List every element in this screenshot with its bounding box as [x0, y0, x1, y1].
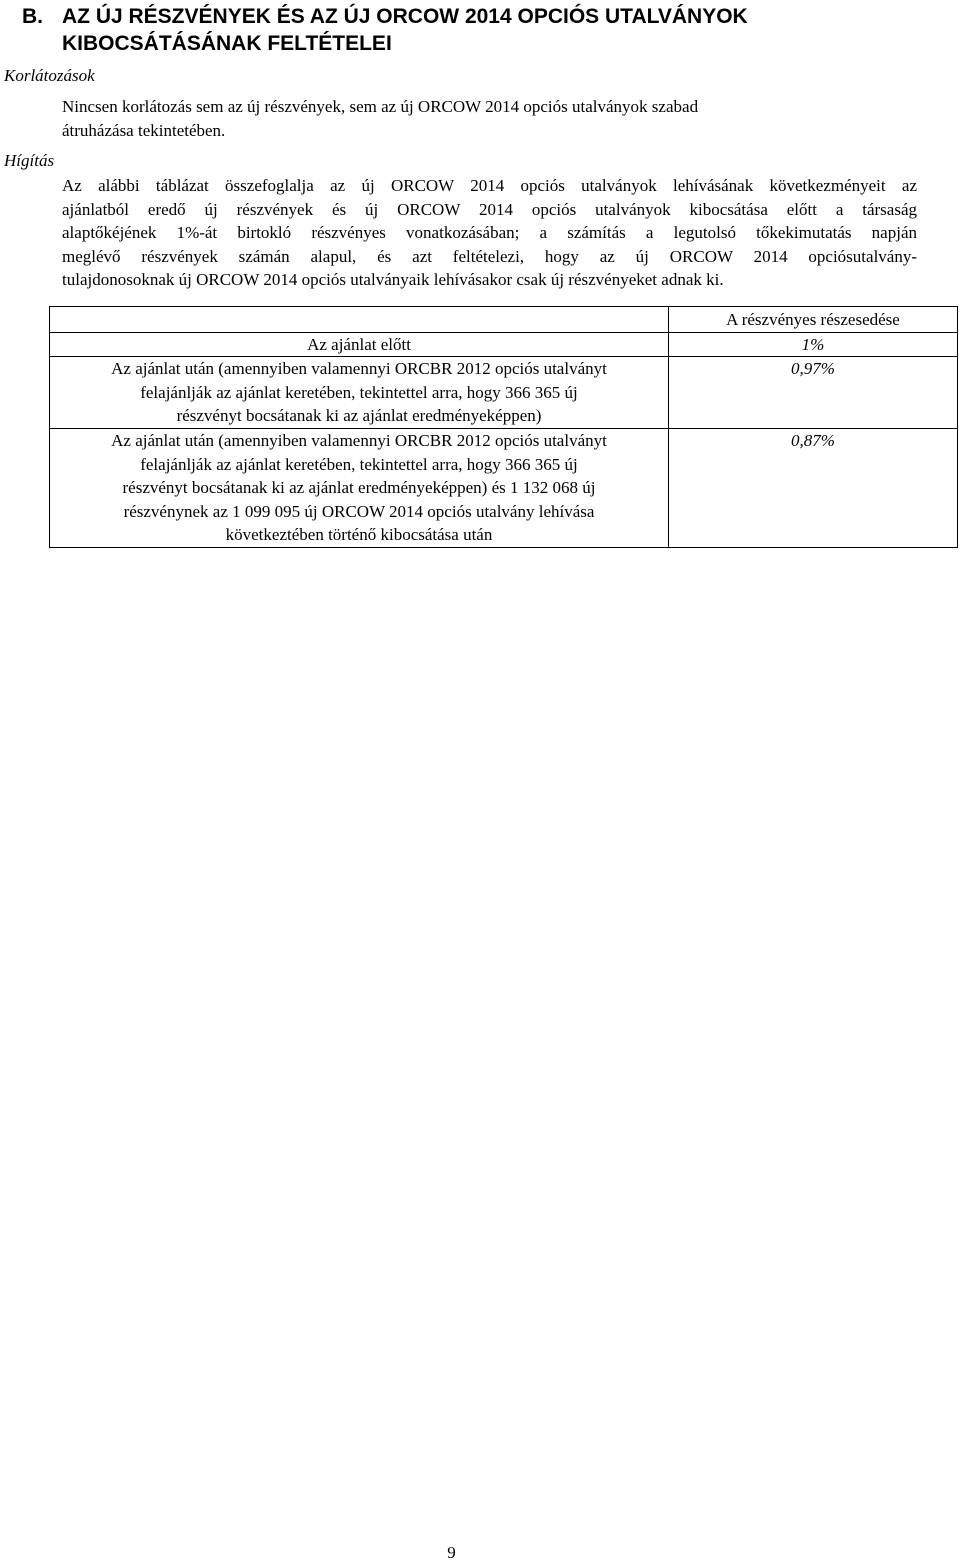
table-row-label-line: Az ajánlat után (amennyiben valamennyi ORCBR 2012 opciós utalványt [111, 359, 607, 379]
table-row [50, 332, 958, 357]
dilution-line: ajánlatból eredő új részvények és új ORCOW 2014 opciós utalványok kibocsátása előtt a társaság [62, 199, 917, 219]
dilution-paragraph [62, 174, 917, 292]
table-header-row [50, 307, 958, 333]
table-row [50, 428, 958, 547]
table-row-value: 0,87% [669, 428, 958, 547]
table-row-label [50, 332, 669, 357]
table-header-cell: A részvényes részesedése [669, 307, 958, 333]
table-row-label-line: következtében történő kibocsátása után [225, 525, 493, 545]
section-number: B. [22, 5, 43, 28]
section-heading-line-1 [22, 3, 922, 30]
restrictions-title: Korlátozások [4, 66, 95, 85]
dilution-line: tulajdonosoknak új ORCOW 2014 opciós utalványaik lehívásakor csak új részvényeket adnak ki. [62, 270, 724, 290]
table-row-label-line: felajánlják az ajánlat keretében, tekintettel arra, hogy 366 365 új [140, 382, 578, 402]
section-title-line-2: KIBOCSÁTÁSÁNAK FELTÉTELEI [62, 32, 392, 55]
dilution-title: Hígítás [4, 151, 55, 170]
restrictions-line: átruházása tekintetében. [62, 120, 226, 140]
table-row-label [50, 357, 669, 429]
restrictions-paragraph [62, 95, 917, 142]
section-title-line-1: AZ ÚJ RÉSZVÉNYEK ÉS AZ ÚJ ORCOW 2014 OPCIÓS UTALVÁNYOK [62, 5, 748, 28]
page-number: 9 [447, 1543, 456, 1562]
dilution-line: Az alábbi táblázat összefoglalja az új ORCOW 2014 opciós utalványok lehívásának következményeit az [62, 176, 917, 195]
table-header-empty-cell [50, 307, 669, 333]
table-row-label [50, 428, 669, 547]
dilution-line: alaptőkéjének 1%-át birtokló részvényes vonatkozásában; a számítás a legutolsó tőkekimutatás napján [62, 223, 917, 243]
table-row-label-line: részvényt bocsátanak ki az ajánlat eredményeképpen) és 1 132 068 új [122, 478, 596, 498]
table-row-label-line: részvényt bocsátanak ki az ajánlat eredményeképpen) [176, 406, 542, 426]
dilution-line: meglévő részvények számán alapul, és azt feltételezi, hogy az új ORCOW 2014 opciósutalvány- [62, 246, 917, 266]
restrictions-line: Nincsen korlátozás sem az új részvények, sem az új ORCOW 2014 opciós utalványok szabad [62, 97, 699, 116]
section-heading [22, 3, 922, 57]
table-row-label-line: részvénynek az 1 099 095 új ORCOW 2014 opciós utalvány lehívása [123, 501, 595, 521]
table-row-value: 0,97% [669, 357, 958, 429]
table-row-label-line: felajánlják az ajánlat keretében, tekintettel arra, hogy 366 365 új [140, 454, 578, 474]
table-row [50, 357, 958, 429]
dilution-table [49, 306, 958, 548]
table-row-label-line: Az ajánlat előtt [307, 334, 411, 354]
table-row-label-line: Az ajánlat után (amennyiben valamennyi ORCBR 2012 opciós utalványt [111, 430, 607, 450]
table-row-value: 1% [669, 332, 958, 357]
